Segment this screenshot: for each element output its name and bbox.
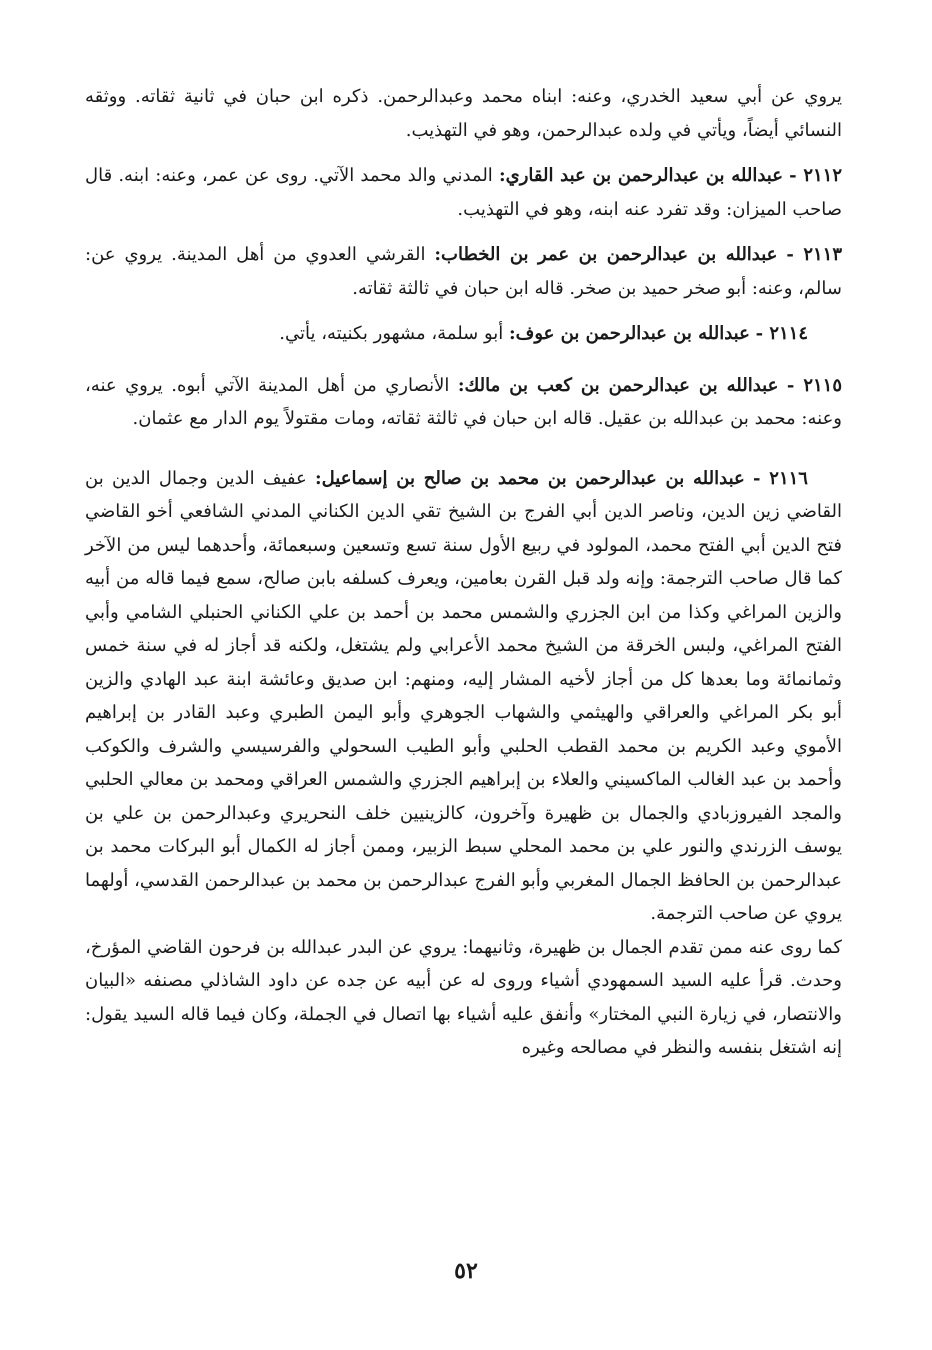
entry-2116 [85, 462, 842, 931]
entry-name: عبدالله بن عبدالرحمن بن عمر بن الخطاب: [434, 244, 778, 265]
entry-name: عبدالله بن عبدالرحمن بن عوف: [509, 323, 750, 344]
entry-2115 [85, 369, 842, 436]
continuation-paragraph: كما روى عنه ممن تقدم الجمال بن ظهيرة، وثانيهما: يروي عن البدر عبدالله بن فرحون القاضي المؤرخ، وحدث. قرأ عليه السيد السمهودي أشياء وروى له عن أبيه عن جده عن داود الشاذلي مصنفه «البيان والانتصار، في زيارة النبي المختار» وأنفق عليه أشياء بها اتصال في الجملة، وكان فيما قاله السيد يقول: إنه اشتغل بنفسه والنظر في مصالحه وغيره [85, 936, 842, 1058]
entry-text: المدني والد محمد الآتي. روى عن عمر، وعنه: ابنه. قال صاحب الميزان: وقد تفرد عنه ابنه، وهو في التهذيب. [85, 165, 842, 220]
entry-name: عبدالله بن عبدالرحمن بن محمد بن صالح بن إسماعيل: [315, 467, 745, 489]
entry-number: ٢١١٤ - [755, 323, 808, 344]
entry-2113 [85, 238, 842, 305]
intro-paragraph: يروي عن أبي سعيد الخدري، وعنه: ابناه محمد وعبدالرحمن. ذكره ابن حبان في ثانية ثقاته. ووثقه النسائي أيضاً، ويأتي في ولده عبدالرحمن، وهو في التهذيب. [85, 86, 842, 141]
entry-number: ٢١١٢ - [789, 165, 842, 186]
entry-text: القرشي العدوي من أهل المدينة. يروي عن: سالم، وعنه: أبو صخر حميد بن صخر. قاله ابن حبان في ثالثة ثقاته. [85, 244, 842, 299]
page-number: ٥٢ [454, 1258, 478, 1284]
entry-2112 [85, 159, 842, 226]
page-body [85, 80, 842, 1065]
entry-number: ٢١١٥ - [786, 374, 842, 396]
entry-number: ٢١١٦ - [753, 467, 808, 489]
entry-name: عبدالله بن عبدالرحمن بن عبد القاري: [498, 165, 783, 186]
entry-text: أبو سلمة، مشهور بكنيته، يأتي. [279, 323, 504, 344]
entry-name: عبدالله بن عبدالرحمن بن كعب بن مالك: [457, 374, 779, 396]
entry-number: ٢١١٣ - [786, 244, 842, 265]
entry-2114 [85, 317, 842, 351]
entry-text: الأنصاري من أهل المدينة الآتي أبوه. يروي عنه، وعنه: محمد بن عبدالله بن عقيل. قاله ابن حبان في ثالثة ثقاته، ومات مقتولاً يوم الدار مع عثمان. [85, 374, 842, 429]
entry-text: عفيف الدين وجمال الدين بن القاضي زين الدين، وناصر الدين أبي الفرج بن الشيخ تقي الدين الكناني المدني الشافعي أخو القاضي فتح الدين أبي الفتح محمد، المولود في ربيع الأول سنة تسع وتسعين وسبعمائة، وأحدهما ليس من الآخر كما قال صاحب الترجمة: وإنه ولد قبل القرن بعامين، ويعرف كسلفه بابن صالح، سمع فيما قاله من أبيه والزين المراغي وكذا من ابن الجزري والشمس محمد بن أحمد بن علي الكناني الحنبلي الشامي وأبي الفتح المراغي، ولبس الخرقة من الشيخ محمد الأعرابي ولم يشتغل، ولكنه قد أجاز له في سنة خمس وثمانمائة وما بعدها كل من أجاز لأخيه المشار إليه، ومنهم: ابن صديق وعائشة ابنة عبد الهادي والزين أبو بكر المراغي والعراقي والهيثمي والشهاب الجوهري وأبو اليمن الطبري وعبد القادر بن إبراهيم الأموي وعبد الكريم بن محمد القطب الحلبي وأبو الطيب السحولي والفرسيسي والشرف والكوكب وأحمد بن عبد الغالب الماكسيني والعلاء بن إبراهيم الجزري والشمس العراقي ومحمد بن معالي الحلبي والمجد الفيروزبادي والجمال بن ظهيرة وآخرون، كالزينيين خلف النحريري وعبدالرحمن بن علي بن يوسف الزرندي والنور علي بن محمد المحلي سبط الزبير، وممن أجاز له الكمال أبو البركات محمد بن عبدالرحمن بن الحافظ الجمال المغربي وأبو الفرج عبدالرحمن بن محمد بن عبدالرحمن القدسي، أولهما يروي عن صاحب الترجمة. [85, 467, 842, 924]
